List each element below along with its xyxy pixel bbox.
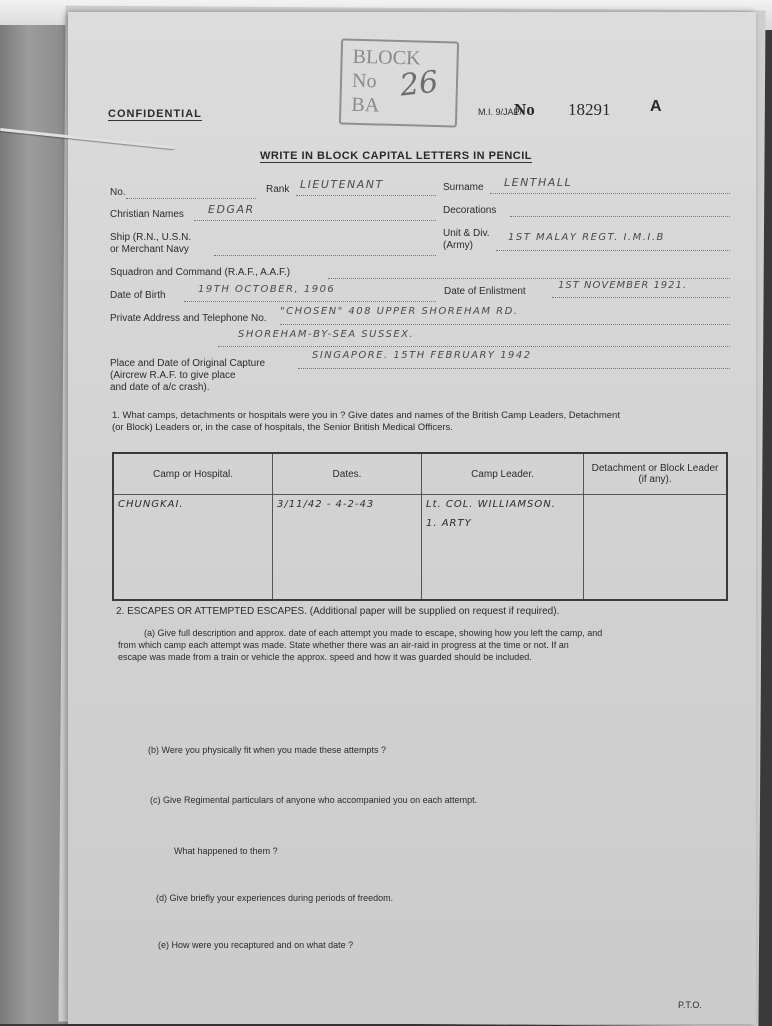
camp-leader-cell bbox=[422, 495, 584, 601]
section2-d: (d) Give briefly your experiences during periods of freedom. bbox=[156, 893, 394, 903]
section1-question-line-1: 1. What camps, detachments or hospitals were you in ? Give dates and names of the British Camp Leaders, Detachment bbox=[112, 410, 620, 421]
form-reference: M.I. 9/JAP/ bbox=[478, 107, 523, 117]
christian-names-label: Christian Names bbox=[110, 209, 184, 220]
pto-label: P.T.O. bbox=[678, 1000, 702, 1010]
number-label: No bbox=[514, 100, 535, 119]
column-header-detachment: Detachment or Block Leader (if any). bbox=[584, 453, 728, 495]
stamp-line-3: BA bbox=[351, 93, 380, 117]
section2-e: (e) How were you recaptured and on what date ? bbox=[158, 940, 354, 950]
serial-number: 18291 bbox=[568, 100, 611, 119]
capture-label-line-2: (Aircrew R.A.F. to give place bbox=[110, 370, 236, 381]
section2-c-followup: What happened to them ? bbox=[174, 846, 278, 856]
section2-heading: 2. ESCAPES OR ATTEMPTED ESCAPES. (Additional paper will be supplied on request if required). bbox=[116, 606, 560, 617]
serial-suffix: A bbox=[650, 98, 662, 115]
document-sheet bbox=[68, 12, 756, 1024]
surname-value: LENTHALL bbox=[504, 176, 573, 189]
section2-b: (b) Were you physically fit when you made these attempts ? bbox=[148, 745, 386, 755]
capture-value: SINGAPORE. 15TH FEBRUARY 1942 bbox=[312, 350, 532, 361]
squadron-label: Squadron and Command (R.A.F., A.A.F.) bbox=[110, 267, 291, 278]
address-value-line-2: SHOREHAM-BY-SEA SUSSEX. bbox=[238, 329, 415, 340]
column-header-dates: Dates. bbox=[273, 453, 422, 495]
unit-label-line-2: (Army) bbox=[443, 240, 473, 251]
ship-label-line-1: Ship (R.N., U.S.N. bbox=[110, 232, 192, 243]
camp-leader-line-2: 1. ARTY bbox=[426, 518, 472, 529]
camp-leader-line-1: Lt. COL. WILLIAMSON. bbox=[426, 499, 556, 510]
section2-a-line-2: from which camp each attempt was made. State whether there was an air-raid in progress at the time or not. If an bbox=[118, 640, 569, 650]
section1-question-line-2: (or Block) Leaders or, in the case of hospitals, the Senior British Medical Officers. bbox=[112, 422, 453, 433]
column-header-camp-leader: Camp Leader. bbox=[422, 453, 584, 495]
ship-label-line-2: or Merchant Navy bbox=[110, 244, 189, 255]
date-of-birth-label: Date of Birth bbox=[110, 290, 166, 301]
instruction-heading: WRITE IN BLOCK CAPITAL LETTERS IN PENCIL bbox=[260, 150, 532, 162]
table-row bbox=[113, 495, 727, 601]
section2-c: (c) Give Regimental particulars of anyone who accompanied you on each attempt. bbox=[150, 795, 478, 805]
column-header-camp: Camp or Hospital. bbox=[113, 453, 273, 495]
stamp-line-2: No bbox=[351, 69, 377, 93]
capture-label-line-3: and date of a/c crash). bbox=[110, 382, 210, 393]
detachment-cell bbox=[584, 495, 728, 601]
enlistment-value: 1ST NOVEMBER 1921. bbox=[558, 280, 688, 291]
no-label: No. bbox=[110, 187, 126, 198]
section2-a-line-1: (a) Give full description and approx. date of each attempt you made to escape, showing how you left the camp, and bbox=[144, 628, 603, 638]
address-value-line-1: "CHOSEN" 408 UPPER SHOREHAM RD. bbox=[280, 306, 519, 317]
camps-table bbox=[112, 452, 728, 601]
confidential-label: CONFIDENTIAL bbox=[108, 108, 202, 120]
date-of-birth-value: 19TH OCTOBER, 1906 bbox=[198, 284, 336, 295]
capture-label-line-1: Place and Date of Original Capture bbox=[110, 358, 266, 369]
stamp-handwritten-number: 26 bbox=[398, 64, 440, 104]
stamp-line-1: BLOCK bbox=[352, 45, 421, 70]
unit-label-line-1: Unit & Div. bbox=[443, 228, 490, 239]
address-label: Private Address and Telephone No. bbox=[110, 313, 267, 324]
christian-names-value: EDGAR bbox=[208, 203, 255, 216]
camps-table-header bbox=[113, 453, 727, 495]
section2-a-line-3: escape was made from a train or vehicle the approx. speed and how it was guarded should be included. bbox=[118, 652, 532, 662]
block-stamp bbox=[339, 38, 459, 127]
surname-label: Surname bbox=[443, 182, 484, 193]
unit-value: 1ST MALAY REGT. I.M.I.B bbox=[508, 232, 665, 243]
decorations-label: Decorations bbox=[443, 205, 497, 216]
dates-cell: 3/11/42 - 4-2-43 bbox=[273, 495, 422, 601]
enlistment-label: Date of Enlistment bbox=[444, 286, 526, 297]
rank-label: Rank bbox=[266, 184, 290, 195]
camp-cell: CHUNGKAI. bbox=[113, 495, 273, 601]
rank-value: LIEUTENANT bbox=[300, 178, 384, 191]
